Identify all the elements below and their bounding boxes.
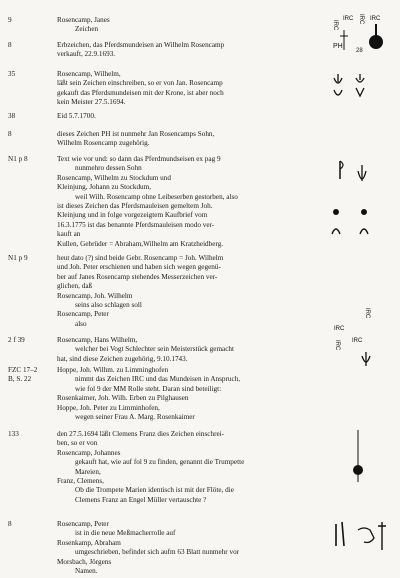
- marks-np8-drawing: [330, 157, 400, 197]
- svg-text:IRC: IRC: [364, 308, 370, 319]
- standing-figure-icon: [336, 522, 344, 546]
- entry-line: Rosenkaimer, Joh. Wilh. Erben zu Pilghausen: [57, 394, 189, 403]
- entry-line: Rosencamp, Peter: [57, 310, 109, 319]
- entry-line: den 27.5.1694 läßt Clemens Franz dies Zeichen einschrei-: [57, 430, 225, 438]
- arch-mark-icon: [360, 229, 368, 234]
- marks-np8: [330, 157, 400, 197]
- maker-marks-top: [330, 6, 400, 56]
- crowned-bit-icon: [356, 74, 364, 82]
- entry-line: dieses Zeichen PH ist nunmehr Jan Rosencamps Sohn,: [57, 130, 215, 138]
- figure-marks: [330, 516, 400, 574]
- svg-text:IRC: IRC: [358, 14, 364, 25]
- entry-line: verkauft, 22.9.1693.: [57, 50, 116, 59]
- entry-line: Hoppe, Joh. Peter zu Limminhofen,: [57, 403, 160, 412]
- entry-line: und Joh. Peter erschienen und haben sich wegen gegenü-: [57, 263, 221, 272]
- entry-line: ist in die neue Meßmacherrolle auf: [75, 529, 176, 538]
- trumpet-bell-icon: [353, 465, 363, 475]
- entry-ref: 8: [8, 130, 12, 138]
- marks-eyes-drawing: [330, 206, 400, 242]
- entry-line: Rosencamp, Peter: [57, 520, 109, 528]
- entry-line: Wilhelm Rosencamp zugehörig.: [57, 139, 150, 148]
- entry-ref: 9: [8, 16, 12, 24]
- entry-line: Erbzeichen, das Pferdsmundeisen an Wilhelm Rosencamp: [57, 41, 225, 49]
- entry-line: Rosenkamp, Abraham: [57, 538, 121, 547]
- entry-line: Text wie vor und: so dann das Pferdmundseisen ex pag 9: [57, 155, 221, 163]
- entry-line: Kleinjung und in folge vorgezeigtem Kaufbrief vom: [57, 211, 208, 220]
- entry-line: hat, sind diese Zeichen zugehörig, 9.10.1743.: [57, 354, 188, 363]
- entry-line: Rosencamp, Hans Wilhelm,: [57, 336, 138, 344]
- entry-line: Rosencamp, Wilhelm zu Stockdum und: [57, 173, 171, 182]
- entry-text: [57, 155, 327, 249]
- entry-line: Ob die Trompete Marien identisch ist mit der Flöte, die: [75, 486, 234, 495]
- staff-figure-icon: [378, 522, 386, 550]
- entry-ref: FZC 17–2 B, S. 22: [8, 366, 38, 383]
- irc-mark: IRC: [352, 338, 363, 344]
- entry-line: umgeschrieben, befindet sich aufm 63 Blatt nunmehr vor: [75, 548, 240, 557]
- a-shaped-mark-icon: [356, 88, 364, 96]
- entry-line: glichen, daß: [57, 282, 93, 291]
- entry-line: nunmehro dessen Sohn: [75, 164, 142, 173]
- maker-marks-top-drawing: [330, 6, 400, 56]
- entry-line: heut dato (?) sind beide Gebr. Rosencamp = Joh. Wilhelm: [57, 254, 224, 262]
- entry-ref: 38: [8, 112, 16, 120]
- entry-text: [57, 366, 327, 422]
- entry-line: wie fol 9 der MM Rolle steht. Daran sind beteiligt:: [75, 384, 222, 393]
- entry-text: [57, 41, 327, 60]
- entry-line: ben, so er von: [57, 439, 98, 448]
- entry-line: nimmt das Zeichen IRC und das Mundeisen in Anspruch,: [75, 375, 241, 384]
- entry-text: [57, 130, 327, 149]
- entry-text: [57, 16, 327, 35]
- entry-line: Kleinjung, Johann zu Stockdum,: [57, 183, 152, 192]
- entry-line: gekauft das Pferdsmundeisen mit der Krone, ist aber noch: [57, 88, 224, 97]
- ph-mark: PH: [333, 43, 343, 50]
- entry-line: 16.3.1775 ist das benannte Pferdsmauleisen modo ver-: [57, 220, 215, 229]
- entry-line: also: [75, 319, 87, 328]
- rotated-irc-mark: [364, 308, 370, 319]
- rotated-irc-mark: [332, 20, 338, 31]
- entry-line: Rosencamp, Janes: [57, 16, 110, 24]
- entry-line: gekauft hat, wie auf fol 9 zu finden, genannt die Trumpette: [75, 458, 245, 467]
- entry-line: Rosencamp, Johannes: [57, 448, 121, 457]
- entry-line: Zeichen: [75, 25, 99, 34]
- entry-line: Clemens Franz an Engel Müller vertauschte ?: [75, 495, 207, 504]
- entry-line: Franz, Clemens,: [57, 477, 104, 486]
- trumpet-mark-drawing: [330, 426, 400, 496]
- horse-bit-marks: [330, 70, 400, 100]
- irc-mark: IRC: [343, 16, 354, 22]
- svg-text:IRC: IRC: [334, 340, 340, 351]
- entry-ref: 8: [8, 520, 12, 528]
- entry-text: [57, 520, 327, 576]
- horse-bit-icon: [358, 165, 366, 181]
- maker-marks-middle-drawing: [330, 300, 400, 372]
- entry-line: wegen seiner Frau A. Marg. Rosenkaimer: [75, 413, 195, 422]
- entry-ref: N1 p 8: [8, 155, 28, 163]
- maker-marks-middle: [330, 300, 400, 372]
- entry-line: Mareien,: [75, 467, 101, 476]
- entry-line: seins also schlagen soll: [75, 301, 142, 310]
- dot-icon: [361, 209, 367, 215]
- entry-ref: 133: [8, 430, 19, 438]
- entry-text: [57, 254, 327, 329]
- number-mark: 28: [356, 48, 363, 54]
- entry-line: Morsbach, Jörgens: [57, 557, 112, 566]
- entry-line: weil Wilh. Rosencamp ohne Leibeserben gestorben, also: [75, 192, 238, 201]
- entry-line: kein Meister 27.5.1694.: [57, 98, 126, 107]
- entry-line: Kullen, Gebrüder = Abraham,Wilhelm am Kratzheidberg.: [57, 239, 224, 248]
- entry-ref: 8: [8, 41, 12, 49]
- crowned-bit-icon: [334, 74, 342, 83]
- figure-marks-drawing: [330, 516, 400, 574]
- entry-line: kauft an: [57, 230, 81, 239]
- irc-mark: IRC: [370, 16, 381, 22]
- entry-text: [57, 70, 327, 108]
- arch-mark-icon: [332, 229, 340, 234]
- entry-line: Hoppe, Joh. Wilhm. zu Limminghofen: [57, 366, 169, 374]
- entry-line: ber auf Janes Rosencamp stehendes Messerzeichen ver-: [57, 272, 218, 281]
- rotated-irc-mark: [334, 340, 340, 351]
- irc-mark: IRC: [334, 326, 345, 332]
- marks-eyes: [330, 206, 400, 242]
- entry-text: [57, 112, 327, 121]
- entry-line: ist dieses Zeichen das Pferdsmauleisen gemeltem Joh.: [57, 202, 213, 211]
- entry-line: Rosencamp, Joh. Wilhelm: [57, 291, 133, 300]
- horse-bit-icon: [334, 90, 342, 95]
- entry-line: Namen.: [75, 567, 98, 576]
- entry-text: [57, 430, 327, 505]
- entry-line: Eid 5.7.1700.: [57, 112, 96, 120]
- svg-text:IRC: IRC: [332, 20, 338, 31]
- entry-ref: 35: [8, 70, 16, 78]
- entry-text: [57, 336, 327, 364]
- entry-ref: N1 p 9: [8, 254, 28, 262]
- trumpet-mark: [330, 426, 400, 496]
- entry-line: läßt sein Zeichen einschreiben, so er von Jan. Rosencamp: [57, 79, 223, 88]
- dot-icon: [333, 209, 339, 215]
- rotated-irc-mark: [358, 14, 364, 25]
- entry-line: Rosencamp, Wilhelm,: [57, 70, 121, 78]
- horse-bit-drawing: [330, 70, 400, 100]
- entry-line: welcher bei Vogt Schlechter sein Meisterstück gemacht: [75, 345, 235, 354]
- keyhole-stem-icon: [375, 24, 377, 38]
- horse-bit-icon: [362, 352, 370, 366]
- entry-ref: 2 f 39: [8, 336, 25, 344]
- figure-head-icon: [358, 528, 374, 543]
